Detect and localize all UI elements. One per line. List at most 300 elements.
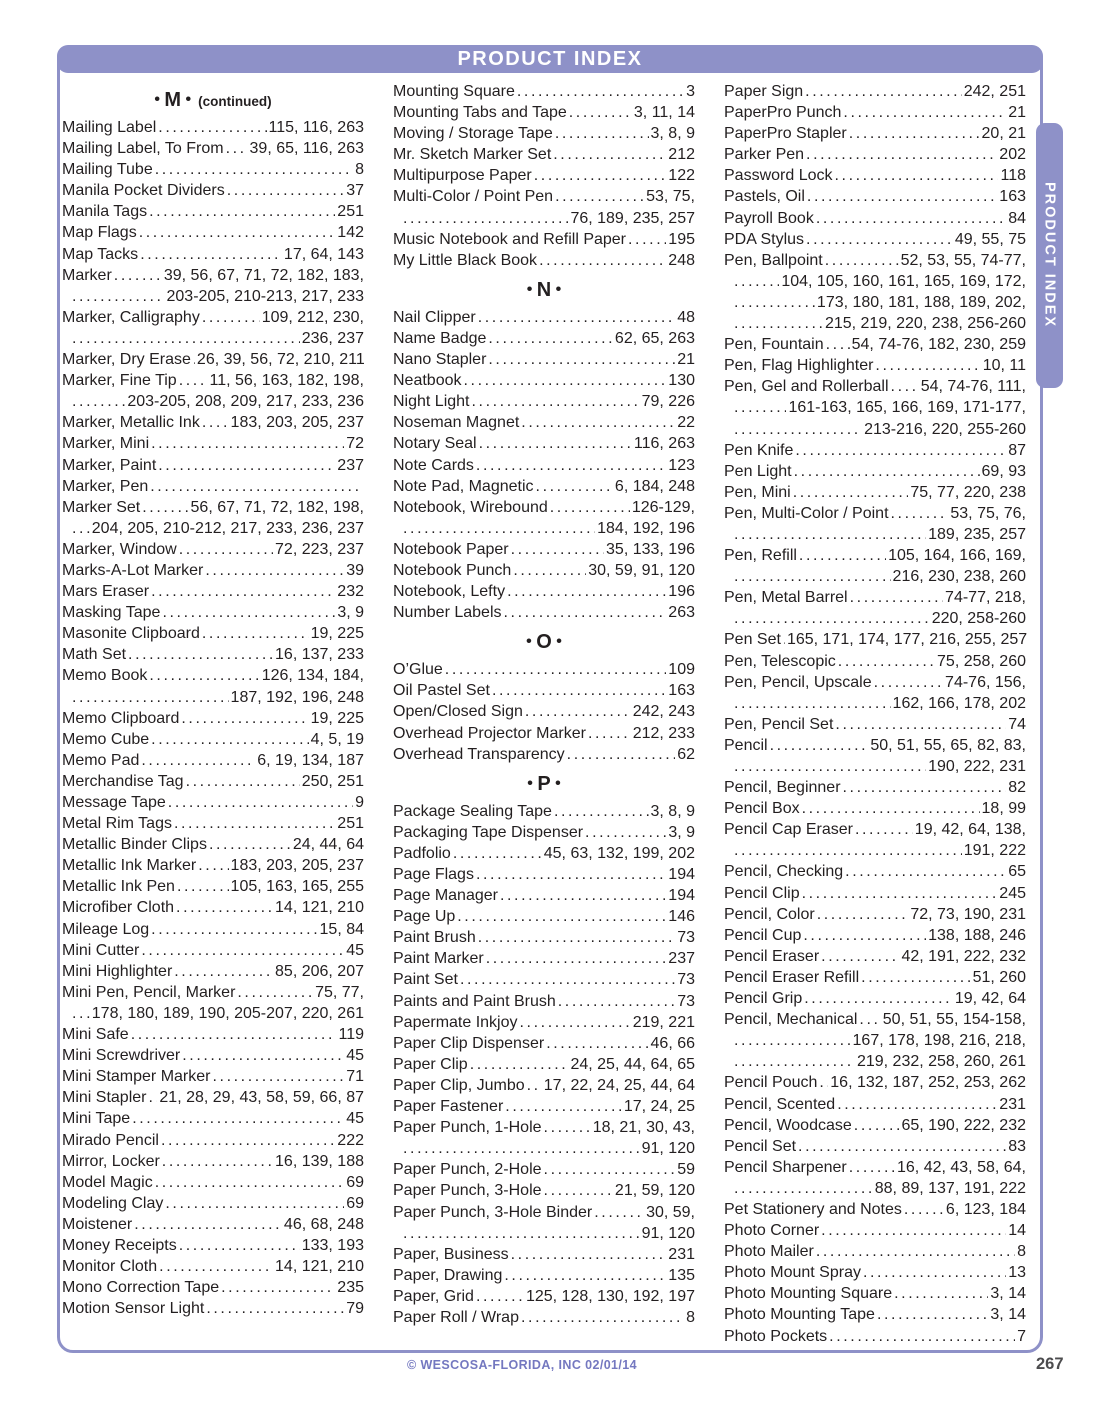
dot-leader — [732, 1030, 851, 1051]
entry-pages: 3, 8, 9 — [650, 125, 695, 143]
index-entry — [724, 587, 1026, 608]
dot-leader — [200, 623, 309, 644]
dot-leader — [814, 1241, 1015, 1262]
index-entry — [62, 138, 364, 159]
entry-pages: 237 — [668, 950, 695, 968]
dot-leader — [486, 349, 675, 370]
dot-leader — [149, 729, 308, 750]
dot-leader — [401, 1223, 640, 1244]
index-entry — [393, 744, 695, 765]
entry-pages: 46, 68, 248 — [283, 1215, 364, 1233]
entry-name: Paper, Drawing — [393, 1266, 503, 1284]
entry-pages: 50, 51, 55, 154-158, — [882, 1011, 1026, 1029]
index-entry — [62, 623, 364, 644]
entry-name: Masonite Clipboard — [62, 625, 200, 643]
index-entry — [62, 159, 364, 180]
entry-name: Merchandise Tag — [62, 772, 184, 790]
entry-name: Metallic Ink Pen — [62, 878, 175, 896]
dot-leader — [443, 659, 667, 680]
index-entry — [724, 440, 1026, 461]
index-entry — [724, 861, 1026, 882]
index-entry-continuation — [393, 1223, 695, 1244]
entry-pages: 22 — [677, 414, 695, 432]
entry-pages: 50, 51, 55, 65, 82, 83, — [870, 736, 1026, 754]
index-entry — [62, 581, 364, 602]
index-entry — [62, 180, 364, 201]
dot-leader — [732, 419, 862, 440]
entry-pages: 189, 235, 257 — [928, 525, 1026, 543]
index-entry-continuation — [724, 524, 1026, 545]
index-entry — [393, 885, 695, 906]
dot-leader — [732, 840, 962, 861]
index-entry — [393, 229, 695, 250]
entry-name: Mini Tape — [62, 1110, 131, 1128]
dot-leader — [503, 1096, 622, 1117]
entry-name: Notebook Paper — [393, 540, 509, 558]
entry-pages: 242, 243 — [632, 703, 695, 721]
entry-pages: 74 — [1008, 715, 1026, 733]
entry-pages: 178, 180, 189, 190, 205-207, 220, 261 — [91, 1004, 364, 1022]
index-entry-continuation — [724, 1178, 1026, 1199]
entry-name: Multi-Color / Point Pen — [393, 188, 554, 206]
dot-leader — [511, 560, 586, 581]
entry-name: Page Manager — [393, 887, 498, 905]
entry-pages: 79 — [346, 1300, 364, 1318]
entry-pages: 232 — [337, 583, 364, 601]
dot-leader — [827, 1326, 1015, 1347]
dot-leader — [476, 307, 676, 328]
index-entry — [62, 919, 364, 940]
entry-pages: 184, 192, 196 — [597, 519, 695, 537]
dot-leader — [470, 391, 640, 412]
entry-pages: 263 — [668, 604, 695, 622]
entry-pages: 196 — [668, 583, 695, 601]
entry-pages: 231 — [999, 1095, 1026, 1113]
entry-pages: 138, 188, 246 — [928, 926, 1026, 944]
entry-name: Mileage Log — [62, 920, 150, 938]
index-entry — [724, 904, 1026, 925]
entry-pages: 14 — [1008, 1222, 1026, 1240]
entry-name: Marker, Paint — [62, 456, 157, 474]
entry-pages: 21 — [1008, 104, 1026, 122]
dot-leader — [802, 988, 953, 1009]
entry-pages: 251 — [337, 815, 364, 833]
entry-name: Mono Correction Tape — [62, 1279, 220, 1297]
entry-pages: 91, 120 — [641, 1224, 695, 1242]
entry-pages: 45 — [346, 1110, 364, 1128]
dot-leader — [126, 644, 273, 665]
dot-leader — [836, 651, 935, 672]
entry-name: Model Magic — [62, 1173, 153, 1191]
entry-pages: 56, 67, 71, 72, 182, 198, — [190, 498, 364, 516]
entry-name: Pastels, Oil — [724, 188, 805, 206]
index-entry-continuation — [393, 1138, 695, 1159]
dot-leader — [801, 925, 926, 946]
dot-leader — [146, 1087, 157, 1108]
index-entry — [724, 123, 1026, 144]
index-entry-continuation — [393, 208, 695, 229]
dot-leader — [153, 159, 353, 180]
entry-name: Paper Punch, 2-Hole — [393, 1161, 542, 1179]
entry-name: Papermate Inkjoy — [393, 1013, 518, 1031]
dot-leader — [793, 440, 1006, 461]
dot-leader — [175, 876, 229, 897]
entry-name: Photo Mailer — [724, 1243, 814, 1261]
entry-pages: 18, 21, 30, 43, — [592, 1119, 695, 1137]
entry-pages: 82 — [1008, 779, 1026, 797]
index-entry — [62, 665, 364, 686]
entry-pages: 37 — [346, 182, 364, 200]
index-entry — [393, 701, 695, 722]
entry-name: Mr. Sketch Marker Set — [393, 146, 552, 164]
entry-name: Open/Closed Sign — [393, 703, 523, 721]
entry-name: Pen Set — [724, 631, 781, 649]
section-letter: • N • — [527, 279, 562, 301]
index-entry — [724, 208, 1026, 229]
dot-leader — [207, 834, 291, 855]
dot-leader — [523, 701, 631, 722]
dot-leader — [458, 969, 675, 990]
entry-pages: 73 — [677, 971, 695, 989]
entry-pages: 14, 121, 210 — [275, 899, 364, 917]
dot-leader — [137, 222, 336, 243]
index-entry — [724, 946, 1026, 967]
entry-name: Mirror, Locker — [62, 1152, 160, 1170]
dot-leader — [814, 208, 1006, 229]
index-entry — [393, 1180, 695, 1201]
dot-leader — [857, 1009, 880, 1030]
entry-pages: 119 — [338, 1026, 364, 1044]
index-entry — [62, 1214, 364, 1235]
entry-pages: 6, 19, 134, 187 — [257, 751, 364, 769]
entry-name: Moistener — [62, 1215, 133, 1233]
dot-leader — [477, 433, 632, 454]
dot-leader — [797, 545, 886, 566]
section-letter: • P • — [527, 773, 560, 795]
dot-leader — [819, 946, 899, 967]
entry-name: Marker, Fine Tip — [62, 372, 177, 390]
entry-pages: 39, 65, 116, 263 — [249, 140, 364, 158]
dot-leader — [180, 1045, 344, 1066]
entry-pages: 17, 64, 143 — [283, 245, 364, 263]
dot-leader — [70, 687, 229, 708]
index-entry — [724, 819, 1026, 840]
dot-leader — [112, 265, 162, 286]
entry-name: Money Receipts — [62, 1236, 177, 1254]
entry-name: Noseman Magnet — [393, 414, 520, 432]
entry-pages: 16, 42, 43, 58, 64, — [897, 1158, 1026, 1176]
dot-leader — [847, 1157, 895, 1178]
dot-leader — [800, 798, 980, 819]
entry-name: My Little Black Book — [393, 251, 538, 269]
dot-leader — [875, 1304, 988, 1325]
index-entry — [62, 602, 364, 623]
entry-pages: 74-77, 218, — [945, 589, 1026, 607]
dot-leader — [553, 123, 649, 144]
entry-name: Pencil Eraser Refill — [724, 968, 860, 986]
entry-name: Pen, Ballpoint — [724, 251, 823, 269]
dot-leader — [861, 1262, 1006, 1283]
entry-name: Paint Marker — [393, 950, 484, 968]
dot-leader — [872, 672, 943, 693]
index-entry-continuation — [724, 271, 1026, 292]
entry-pages: 87 — [1008, 441, 1026, 459]
entry-pages: 187, 192, 196, 248 — [230, 688, 364, 706]
index-entry — [393, 822, 695, 843]
dot-leader — [451, 843, 542, 864]
dot-leader — [803, 81, 962, 102]
entry-name: Mirado Pencil — [62, 1131, 159, 1149]
index-entry — [724, 629, 1026, 650]
entry-pages: 21, 59, 120 — [614, 1182, 695, 1200]
entry-pages: 52, 53, 55, 74-77, — [900, 251, 1026, 269]
entry-pages: 26, 39, 56, 72, 210, 211 — [196, 351, 365, 369]
index-entry — [393, 1286, 695, 1307]
entry-name: Memo Cube — [62, 730, 150, 748]
entry-name: Pen, Pencil Set — [724, 715, 834, 733]
entry-pages: 74-76, 156, — [945, 673, 1026, 691]
entry-name: Pen, Refill — [724, 547, 797, 565]
dot-leader — [138, 244, 282, 265]
entry-name: Marker, Calligraphy — [62, 308, 200, 326]
dot-leader — [848, 587, 943, 608]
index-entry — [393, 969, 695, 990]
index-entry — [62, 729, 364, 750]
index-entry — [393, 659, 695, 680]
entry-name: Pencil, Woodcase — [724, 1116, 852, 1134]
entry-pages: 19, 225 — [310, 709, 364, 727]
entry-pages: 135 — [668, 1266, 695, 1284]
dot-leader — [224, 138, 248, 159]
entry-pages: 130 — [668, 372, 695, 390]
dot-leader — [140, 497, 188, 518]
index-entry — [62, 708, 364, 729]
index-entry — [393, 801, 695, 822]
dot-leader — [791, 482, 909, 503]
index-entry-continuation — [393, 518, 695, 539]
entry-name: Mailing Label, To From — [62, 140, 224, 158]
entry-name: Note Pad, Magnetic — [393, 477, 534, 495]
index-entry — [724, 798, 1026, 819]
dot-leader — [70, 391, 125, 412]
dot-leader — [815, 904, 909, 925]
index-entry — [393, 81, 695, 102]
index-entry — [393, 1096, 695, 1117]
entry-pages: 162, 166, 178, 202 — [892, 694, 1026, 712]
entry-pages: 39 — [346, 561, 364, 579]
dot-leader — [139, 940, 344, 961]
dot-leader — [129, 1024, 337, 1045]
entry-name: Pencil, Checking — [724, 863, 844, 881]
index-entry — [393, 455, 695, 476]
dot-leader — [149, 433, 344, 454]
entry-pages: 75, 258, 260 — [937, 652, 1026, 670]
entry-name: Paper Punch, 3-Hole — [393, 1182, 542, 1200]
index-entry-continuation — [724, 1030, 1026, 1051]
entry-name: Pen, Gel and Rollerball — [724, 378, 889, 396]
index-entry — [62, 1298, 364, 1319]
entry-name: Pencil Box — [724, 800, 800, 818]
dot-leader — [148, 476, 362, 497]
index-entry — [724, 651, 1026, 672]
entry-pages: 24, 25, 44, 64, 65 — [570, 1055, 695, 1073]
dot-leader — [160, 1151, 273, 1172]
entry-name: Manila Tags — [62, 203, 148, 221]
dot-leader — [204, 1298, 344, 1319]
entry-name: Paper Punch, 3-Hole Binder — [393, 1203, 593, 1221]
entry-name: Photo Corner — [724, 1222, 820, 1240]
entry-pages: 126, 134, 184, — [261, 667, 364, 685]
index-entry — [724, 735, 1026, 756]
entry-pages: 91, 120 — [641, 1140, 695, 1158]
index-entry-continuation — [724, 693, 1026, 714]
index-entry — [724, 1136, 1026, 1157]
entry-pages: 8 — [686, 1308, 695, 1326]
dot-leader — [130, 1108, 344, 1129]
dot-leader — [70, 286, 165, 307]
entry-pages: 3, 8, 9 — [650, 802, 695, 820]
dot-leader — [732, 608, 930, 629]
entry-pages: 48 — [677, 308, 695, 326]
entry-name: Photo Mounting Square — [724, 1285, 893, 1303]
dot-leader — [70, 1003, 90, 1024]
entry-pages: 21, 28, 29, 43, 58, 59, 66, 87 — [159, 1089, 364, 1107]
dot-leader — [502, 1265, 666, 1286]
index-entry — [62, 222, 364, 243]
entry-pages: 167, 178, 198, 216, 218, — [852, 1032, 1026, 1050]
index-entry-continuation — [62, 286, 364, 307]
index-entry — [724, 1009, 1026, 1030]
index-entry — [62, 539, 364, 560]
index-entry — [393, 391, 695, 412]
index-entry — [724, 1094, 1026, 1115]
index-entry — [724, 482, 1026, 503]
index-entry-continuation — [724, 292, 1026, 313]
dot-leader — [732, 292, 815, 313]
entry-pages: 4, 5, 19 — [310, 730, 364, 748]
dot-leader — [804, 229, 953, 250]
entry-name: Pencil Clip — [724, 884, 800, 902]
dot-leader — [474, 455, 666, 476]
entry-pages: 3 — [686, 83, 695, 100]
dot-leader — [586, 723, 631, 744]
entry-pages: 165, 171, 174, 177, 216, 255, 257 — [786, 631, 1028, 649]
dot-leader — [583, 822, 666, 843]
index-entry — [393, 1202, 695, 1223]
dot-leader — [800, 883, 998, 904]
dot-leader — [823, 250, 899, 271]
entry-name: Mailing Label — [62, 119, 157, 136]
entry-name: Pencil Set — [724, 1137, 797, 1155]
entry-name: Night Light — [393, 393, 470, 411]
index-entry — [393, 864, 695, 885]
entry-pages: 72, 223, 237 — [275, 540, 364, 558]
entry-name: Marks-A-Lot Marker — [62, 561, 204, 579]
entry-pages: 213-216, 220, 255-260 — [864, 420, 1026, 438]
dot-leader — [835, 1094, 997, 1115]
dot-leader — [70, 518, 90, 539]
side-tab-label: PRODUCT INDEX — [1041, 182, 1058, 329]
index-entry — [724, 461, 1026, 482]
entry-name: Paint Set — [393, 971, 458, 989]
entry-pages: 122 — [668, 167, 695, 185]
index-entry — [724, 777, 1026, 798]
entry-name: Oil Pastel Set — [393, 682, 490, 700]
index-entry — [62, 834, 364, 855]
entry-name: Mini Highlighter — [62, 962, 173, 980]
entry-name: Paper Clip Dispenser — [393, 1034, 545, 1052]
index-entry — [62, 497, 364, 518]
index-entry — [393, 581, 695, 602]
entry-pages: 251 — [337, 203, 364, 221]
entry-pages: 215, 219, 220, 238, 256-260 — [824, 315, 1026, 333]
index-entry — [62, 1024, 364, 1045]
entry-name: Packaging Tape Dispenser — [393, 823, 584, 841]
entry-pages: 49, 55, 75 — [954, 230, 1026, 248]
entry-name: Metallic Ink Marker — [62, 857, 197, 875]
entry-name: Neatbook — [393, 372, 462, 390]
entry-name: Paper Roll / Wrap — [393, 1308, 519, 1326]
entry-pages: 62 — [677, 745, 695, 763]
section-letter: • O • — [526, 631, 562, 653]
entry-pages: 163 — [668, 682, 695, 700]
dot-leader — [139, 750, 255, 771]
entry-name: Map Tacks — [62, 245, 139, 263]
index-entry — [393, 948, 695, 969]
dot-leader — [156, 117, 266, 138]
entry-name: Monitor Cloth — [62, 1258, 158, 1276]
index-entry — [393, 680, 695, 701]
entry-pages: 236, 237 — [301, 329, 364, 347]
entry-pages: 105, 164, 166, 169, — [888, 547, 1026, 565]
dot-leader — [542, 1159, 676, 1180]
index-entry — [62, 876, 364, 897]
entry-pages: 9 — [355, 794, 364, 811]
entry-name: Marker, Mini — [62, 435, 150, 453]
dot-leader — [768, 735, 869, 756]
entry-pages: 54, 74-76, 182, 230, 259 — [851, 336, 1026, 354]
dot-leader — [519, 1307, 684, 1328]
page-title: PRODUCT INDEX — [457, 47, 643, 70]
entry-pages: 76, 189, 235, 257 — [570, 209, 695, 227]
dot-leader — [203, 560, 344, 581]
index-entry — [393, 560, 695, 581]
entry-pages: 15, 84 — [319, 920, 364, 938]
dot-leader — [843, 861, 1006, 882]
dot-leader — [153, 1172, 345, 1193]
entry-name: Note Cards — [393, 456, 474, 474]
entry-pages: 109, 212, 230, — [261, 308, 364, 326]
dot-leader — [532, 165, 667, 186]
entry-pages: 248 — [668, 251, 695, 269]
dot-leader — [889, 503, 949, 524]
entry-pages: 194 — [668, 887, 695, 905]
dot-leader — [805, 186, 997, 207]
dot-leader — [401, 1138, 640, 1159]
entry-pages: 72, 73, 190, 231 — [910, 905, 1026, 923]
entry-pages: 109 — [668, 661, 695, 679]
entry-name: Music Notebook and Refill Paper — [393, 230, 627, 248]
index-entry — [724, 1262, 1026, 1283]
dot-leader — [474, 864, 666, 885]
index-entry-continuation — [62, 391, 364, 412]
dot-leader — [833, 165, 999, 186]
entry-pages: 39, 56, 67, 71, 72, 182, 183, — [163, 266, 364, 284]
side-tab-product-index — [1036, 123, 1063, 388]
entry-name: Metal Rim Tags — [62, 815, 172, 833]
entry-name: Pencil Cup — [724, 926, 802, 944]
index-entry — [724, 1199, 1026, 1220]
